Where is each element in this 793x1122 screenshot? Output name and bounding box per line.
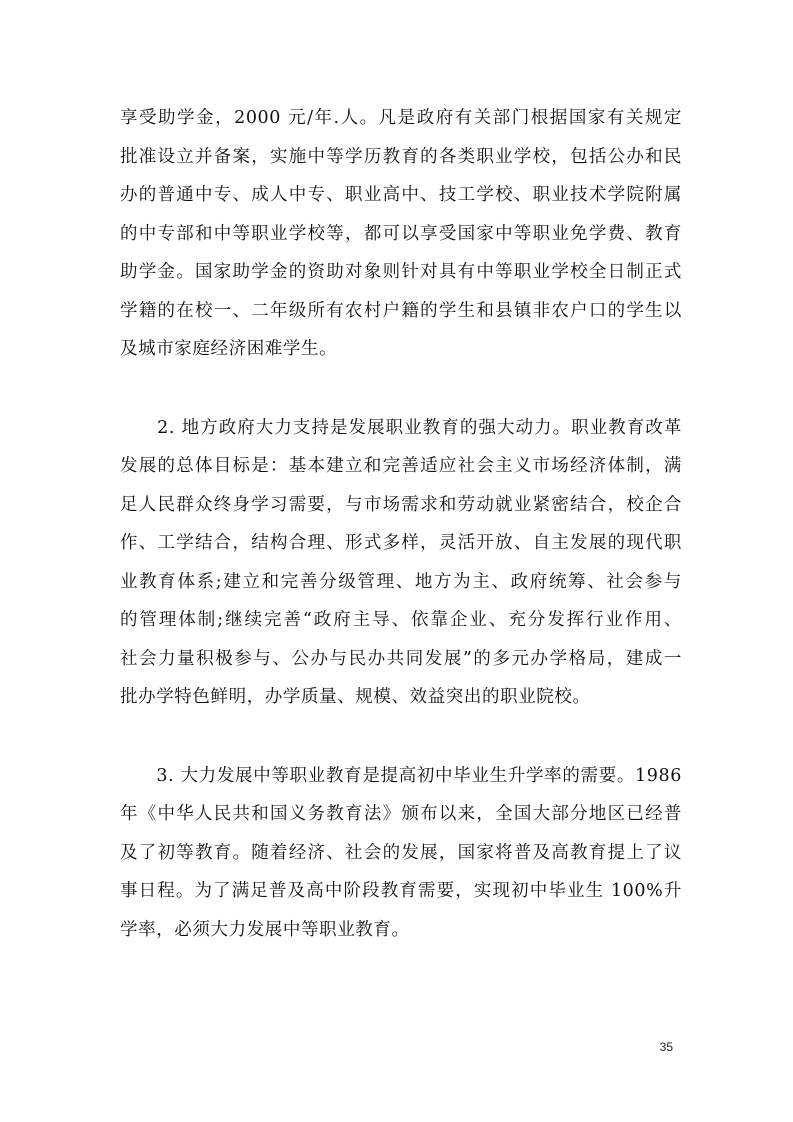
paragraph-spacer <box>120 717 682 757</box>
text-line: 学籍的在校一、二年级所有农村户籍的学生和县镇非农户口的学生以 <box>120 300 682 321</box>
text-line: 年《中华人民共和国义务教育法》颁布以来，全国大部分地区已经普 <box>120 804 682 824</box>
text-line: 助学金。国家助学金的资助对象则针对具有中等职业学校全日制正式 <box>120 262 682 282</box>
text-line: 发展的总体目标是：基本建立和完善适应社会主义市场经济体制，满 <box>120 456 682 476</box>
text-line: 足人民群众终身学习需要，与市场需求和劳动就业紧密结合，校企合 <box>120 494 682 515</box>
paragraph-2 <box>120 409 682 717</box>
text-line: 事日程。为了满足普及高中阶段教育需要，实现初中毕业生 100%升 <box>120 881 682 901</box>
text-line: 办的普通中专、成人中专、职业高中、技工学校、职业技术学院附属 <box>120 185 682 205</box>
text-line: 的中专部和中等职业学校等，都可以享受国家中等职业免学费、教育 <box>120 223 682 244</box>
text-line: 的管理体制;继续完善“政府主导、依靠企业、充分发挥行业作用、 <box>120 610 682 630</box>
text-line: 享受助学金，2000 元/年.人。凡是政府有关部门根据国家有关规定 <box>120 108 682 128</box>
text-line: 社会力量积极参与、公办与民办共同发展”的多元办学格局，建成一 <box>120 648 682 669</box>
text-line: 业教育体系;建立和完善分级管理、地方为主、政府统筹、社会参与 <box>120 571 682 592</box>
text-line: 作、工学结合，结构合理、形式多样，灵活开放、自主发展的现代职 <box>120 533 682 553</box>
text-line: 批准设立并备案，实施中等学历教育的各类职业学校，包括公办和民 <box>120 146 682 167</box>
page-number: 35 <box>659 1040 673 1054</box>
text-line: 及城市家庭经济困难学生。 <box>120 339 338 359</box>
text-line: 及了初等教育。随着经济、社会的发展，国家将普及高教育提上了议 <box>120 842 682 863</box>
text-line: 2. 地方政府大力支持是发展职业教育的强大动力。职业教育改革 <box>120 417 682 438</box>
paragraph-3 <box>120 757 682 950</box>
paragraph-1 <box>120 99 682 369</box>
paragraph-spacer <box>120 369 682 409</box>
text-line: 3. 大力发展中等职业教育是提高初中毕业生升学率的需要。1986 <box>120 765 682 786</box>
body-text <box>120 99 682 949</box>
text-line: 学率，必须大力发展中等职业教育。 <box>120 919 410 940</box>
text-line: 批办学特色鲜明，办学质量、规模、效益突出的职业院校。 <box>120 687 591 707</box>
